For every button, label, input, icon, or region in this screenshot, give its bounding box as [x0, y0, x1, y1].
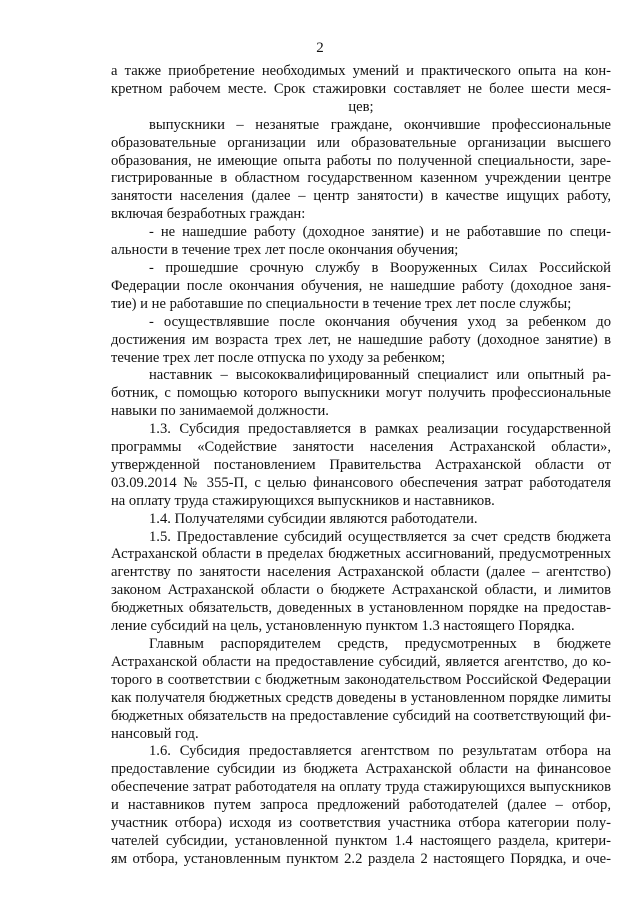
text-line: бюджетных обязательств на предоставление субсидий на соответствующий фи- — [111, 707, 611, 724]
text-line: чателей субсидии, установленной пунктом 1.4 настоящего раздела, критери- — [111, 832, 611, 849]
text-line: включая безработных граждан: — [111, 206, 306, 223]
text-line: утвержденной постановлением Правительства Астраханской области от — [111, 456, 611, 473]
text-line: законом Астраханской области о бюджете Астраханской области, и лимитов — [111, 582, 611, 599]
text-line: Астраханской области на предоставление субсидий, является агентство, до ко- — [111, 653, 611, 670]
text-line: ям отбора, установленным пунктом 2.2 раздела 2 настоящего Порядка, и оче- — [111, 850, 611, 867]
text-line: - не нашедшие работу (доходное занятие) и не работавшие по специ- — [149, 224, 611, 241]
text-line: агентству по занятости населения Астраханской области (далее – агентство) — [111, 564, 611, 581]
document-body — [111, 63, 611, 869]
text-line: 03.09.2014 № 355-П, с целью финансового обеспечения затрат работодателя — [111, 474, 611, 491]
text-line: бюджетных обязательств, доведенных в установленном порядке на предостав- — [111, 600, 611, 617]
text-line: Федерации после окончания обучения, не нашедшие работу (доходное заня- — [111, 277, 611, 294]
text-line: занятости населения (далее – центр занятости) в качестве ищущих работу, — [111, 188, 611, 205]
text-line: наставник – высококвалифицированный специалист или опытный ра- — [149, 367, 611, 384]
text-line: выпускники – незанятые граждане, окончившие профессиональные — [149, 116, 611, 133]
text-line: ление субсидий на цель, установленную пунктом 1.3 настоящего Порядка. — [111, 618, 575, 635]
text-line: Главным распорядителем средств, предусмотренных в бюджете — [149, 636, 611, 652]
text-line: 1.5. Предоставление субсидий осуществляется за счет средств бюджета — [149, 528, 611, 545]
text-line: тие) и не работавшие по специальности в течение трех лет после службы; — [111, 295, 572, 312]
text-line: 1.4. Получателями субсидии являются работодатели. — [149, 510, 478, 527]
text-line: 1.3. Субсидия предоставляется в рамках реализации государственной — [149, 421, 611, 438]
text-line: образования, не имеющие опыта работы по полученной специальности, заре- — [111, 152, 611, 169]
text-line: нансовый год. — [111, 725, 199, 742]
text-line: Астраханской области в пределах бюджетных ассигнований, предусмотренных — [111, 546, 611, 563]
text-line: альности в течение трех лет после окончания обучения; — [111, 242, 459, 259]
text-line: участник отбора) исходя из соответствия участника отбора категории полу- — [111, 815, 611, 832]
text-line: торого в соответствии с бюджетным законодательством Российской Федерации — [111, 671, 611, 688]
text-line: гистрированные в областном государственном казенном учреждении центре — [111, 170, 611, 187]
text-line: - осуществлявшие после окончания обучения уход за ребенком до — [149, 313, 611, 330]
page-number: 2 — [316, 40, 324, 56]
text-line: как получателя бюджетных средств доведены в установленном порядке лимиты — [111, 689, 611, 706]
text-line: течение трех лет после отпуска по уходу за ребенком; — [111, 349, 446, 366]
text-line: обеспечение затрат работодателя на оплату труда стажирующихся выпускников — [111, 779, 611, 796]
text-line: на оплату труда стажирующихся выпускников и наставников. — [111, 492, 495, 509]
text-line: программы «Содействие занятости населения Астраханской области», — [111, 439, 611, 456]
text-line: и наставников путем запроса предложений работодателей (далее – отбор, — [111, 797, 611, 814]
text-line: а также приобретение необходимых умений и практического опыта на кон- — [111, 63, 611, 79]
text-line: образовательные организации или образовательные организации высшего — [111, 134, 611, 151]
text-line: навыки по занимаемой должности. — [111, 403, 329, 420]
text-line: ботник, с помощью которого выпускники могут получить профессиональные — [111, 385, 611, 402]
text-line: - прошедшие срочную службу в Вооруженных Силах Российской — [149, 259, 611, 276]
text-line: цев; — [348, 98, 374, 115]
text-line: достижения им возраста трех лет, не нашедшие работу (доходное занятие) в — [111, 331, 611, 348]
text-line: 1.6. Субсидия предоставляется агентством по результатам отбора на — [149, 743, 611, 760]
text-line: предоставление субсидии из бюджета Астраханской области на финансовое — [111, 761, 611, 778]
text-line: кретном рабочем месте. Срок стажировки составляет не более шести меся- — [111, 80, 611, 97]
